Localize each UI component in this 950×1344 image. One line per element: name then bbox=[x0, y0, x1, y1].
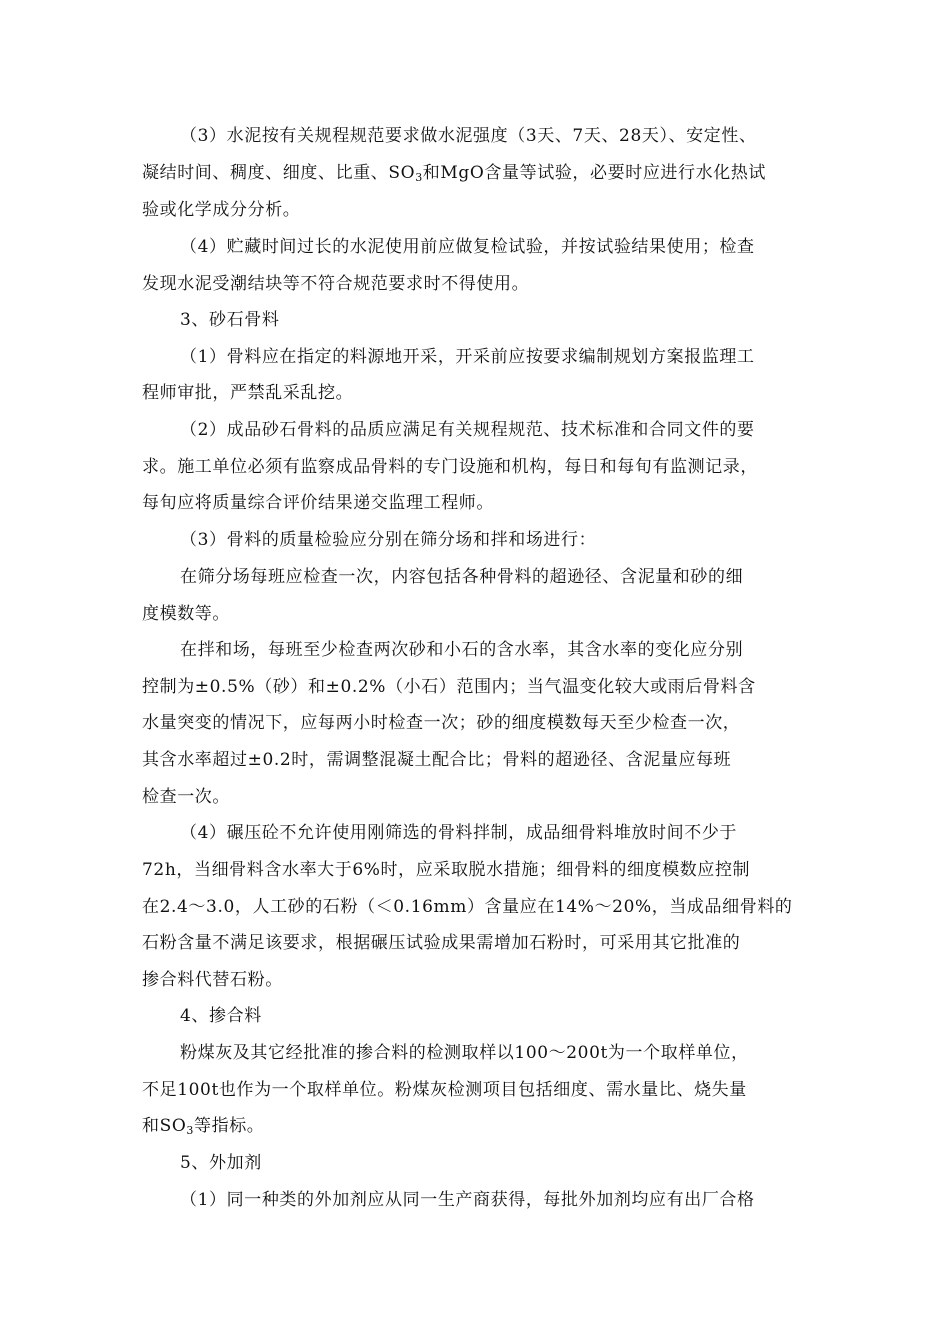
paragraph-line: 求。施工单位必须有监察成品骨料的专门设施和机构，每日和每旬有监测记录， bbox=[142, 457, 758, 477]
paragraph-line: 发现水泥受潮结块等不符合规范要求时不得使用。 bbox=[142, 274, 530, 294]
paragraph-line: 凝结时间、稠度、细度、比重、$SO_3$和MgO含量等试验，必要时应进行水化热试 bbox=[142, 163, 767, 184]
paragraph-line: 度模数等。 bbox=[142, 604, 230, 624]
paragraph-line: （2）成品砂石骨料的品质应满足有关规程规范、技术标准和合同文件的要 bbox=[180, 420, 755, 440]
paragraph-line: （4）碾压砼不允许使用刚筛选的骨料拌制，成品细骨料堆放时间不少于 bbox=[180, 823, 738, 843]
paragraph-line: 检查一次。 bbox=[142, 787, 230, 807]
paragraph-line: 在2.4～3.0，人工砂的石粉（＜0.16mm）含量应在14%～20%，当成品细骨料的 bbox=[142, 897, 793, 917]
paragraph-line: （1）骨料应在指定的料源地开采，开采前应按要求编制规划方案报监理工 bbox=[180, 347, 755, 367]
paragraph-line: 不足100t也作为一个取样单位。粉煤灰检测项目包括细度、需水量比、烧失量 bbox=[142, 1080, 747, 1100]
section-heading: 5、外加剂 bbox=[180, 1153, 262, 1173]
paragraph-line: 和$SO_3$等指标。 bbox=[142, 1116, 265, 1137]
paragraph-line: 在拌和场，每班至少检查两次砂和小石的含水率，其含水率的变化应分别 bbox=[180, 640, 744, 660]
subscript: 3 bbox=[186, 1124, 194, 1137]
paragraph-line: 每旬应将质量综合评价结果递交监理工程师。 bbox=[142, 493, 494, 513]
paragraph-line: （4）贮藏时间过长的水泥使用前应做复检试验，并按试验结果使用；检查 bbox=[180, 237, 755, 257]
section-heading: 3、砂石骨料 bbox=[180, 310, 280, 330]
paragraph-line: （3）骨料的质量检验应分别在筛分场和拌和场进行： bbox=[180, 530, 597, 550]
paragraph-line: （1）同一种类的外加剂应从同一生产商获得，每批外加剂均应有出厂合格 bbox=[180, 1190, 755, 1210]
paragraph-line: 控制为±0.5%（砂）和±0.2%（小石）范围内；当气温变化较大或雨后骨料含 bbox=[142, 677, 756, 697]
paragraph-line: 在筛分场每班应检查一次，内容包括各种骨料的超逊径、含泥量和砂的细 bbox=[180, 567, 744, 587]
paragraph-line: 其含水率超过±0.2时，需调整混凝土配合比；骨料的超逊径、含泥量应每班 bbox=[142, 750, 732, 770]
paragraph-line: 粉煤灰及其它经批准的掺合料的检测取样以100～200t为一个取样单位， bbox=[180, 1043, 749, 1063]
paragraph-line: 掺合料代替石粉。 bbox=[142, 970, 283, 990]
paragraph-line: 程师审批，严禁乱采乱挖。 bbox=[142, 383, 354, 403]
paragraph-line: 72h，当细骨料含水率大于6%时，应采取脱水措施；细骨料的细度模数应控制 bbox=[142, 860, 751, 880]
paragraph-line: 石粉含量不满足该要求，根据碾压试验成果需增加石粉时，可采用其它批准的 bbox=[142, 933, 741, 953]
subscript: 3 bbox=[415, 171, 423, 184]
paragraph-line: （3）水泥按有关规程规范要求做水泥强度（3天、7天、28天）、安定性、 bbox=[180, 126, 757, 146]
paragraph-line: 验或化学成分分析。 bbox=[142, 200, 301, 220]
section-heading: 4、掺合料 bbox=[180, 1006, 262, 1026]
paragraph-line: 水量突变的情况下，应每两小时检查一次；砂的细度模数每天至少检查一次， bbox=[142, 713, 741, 733]
